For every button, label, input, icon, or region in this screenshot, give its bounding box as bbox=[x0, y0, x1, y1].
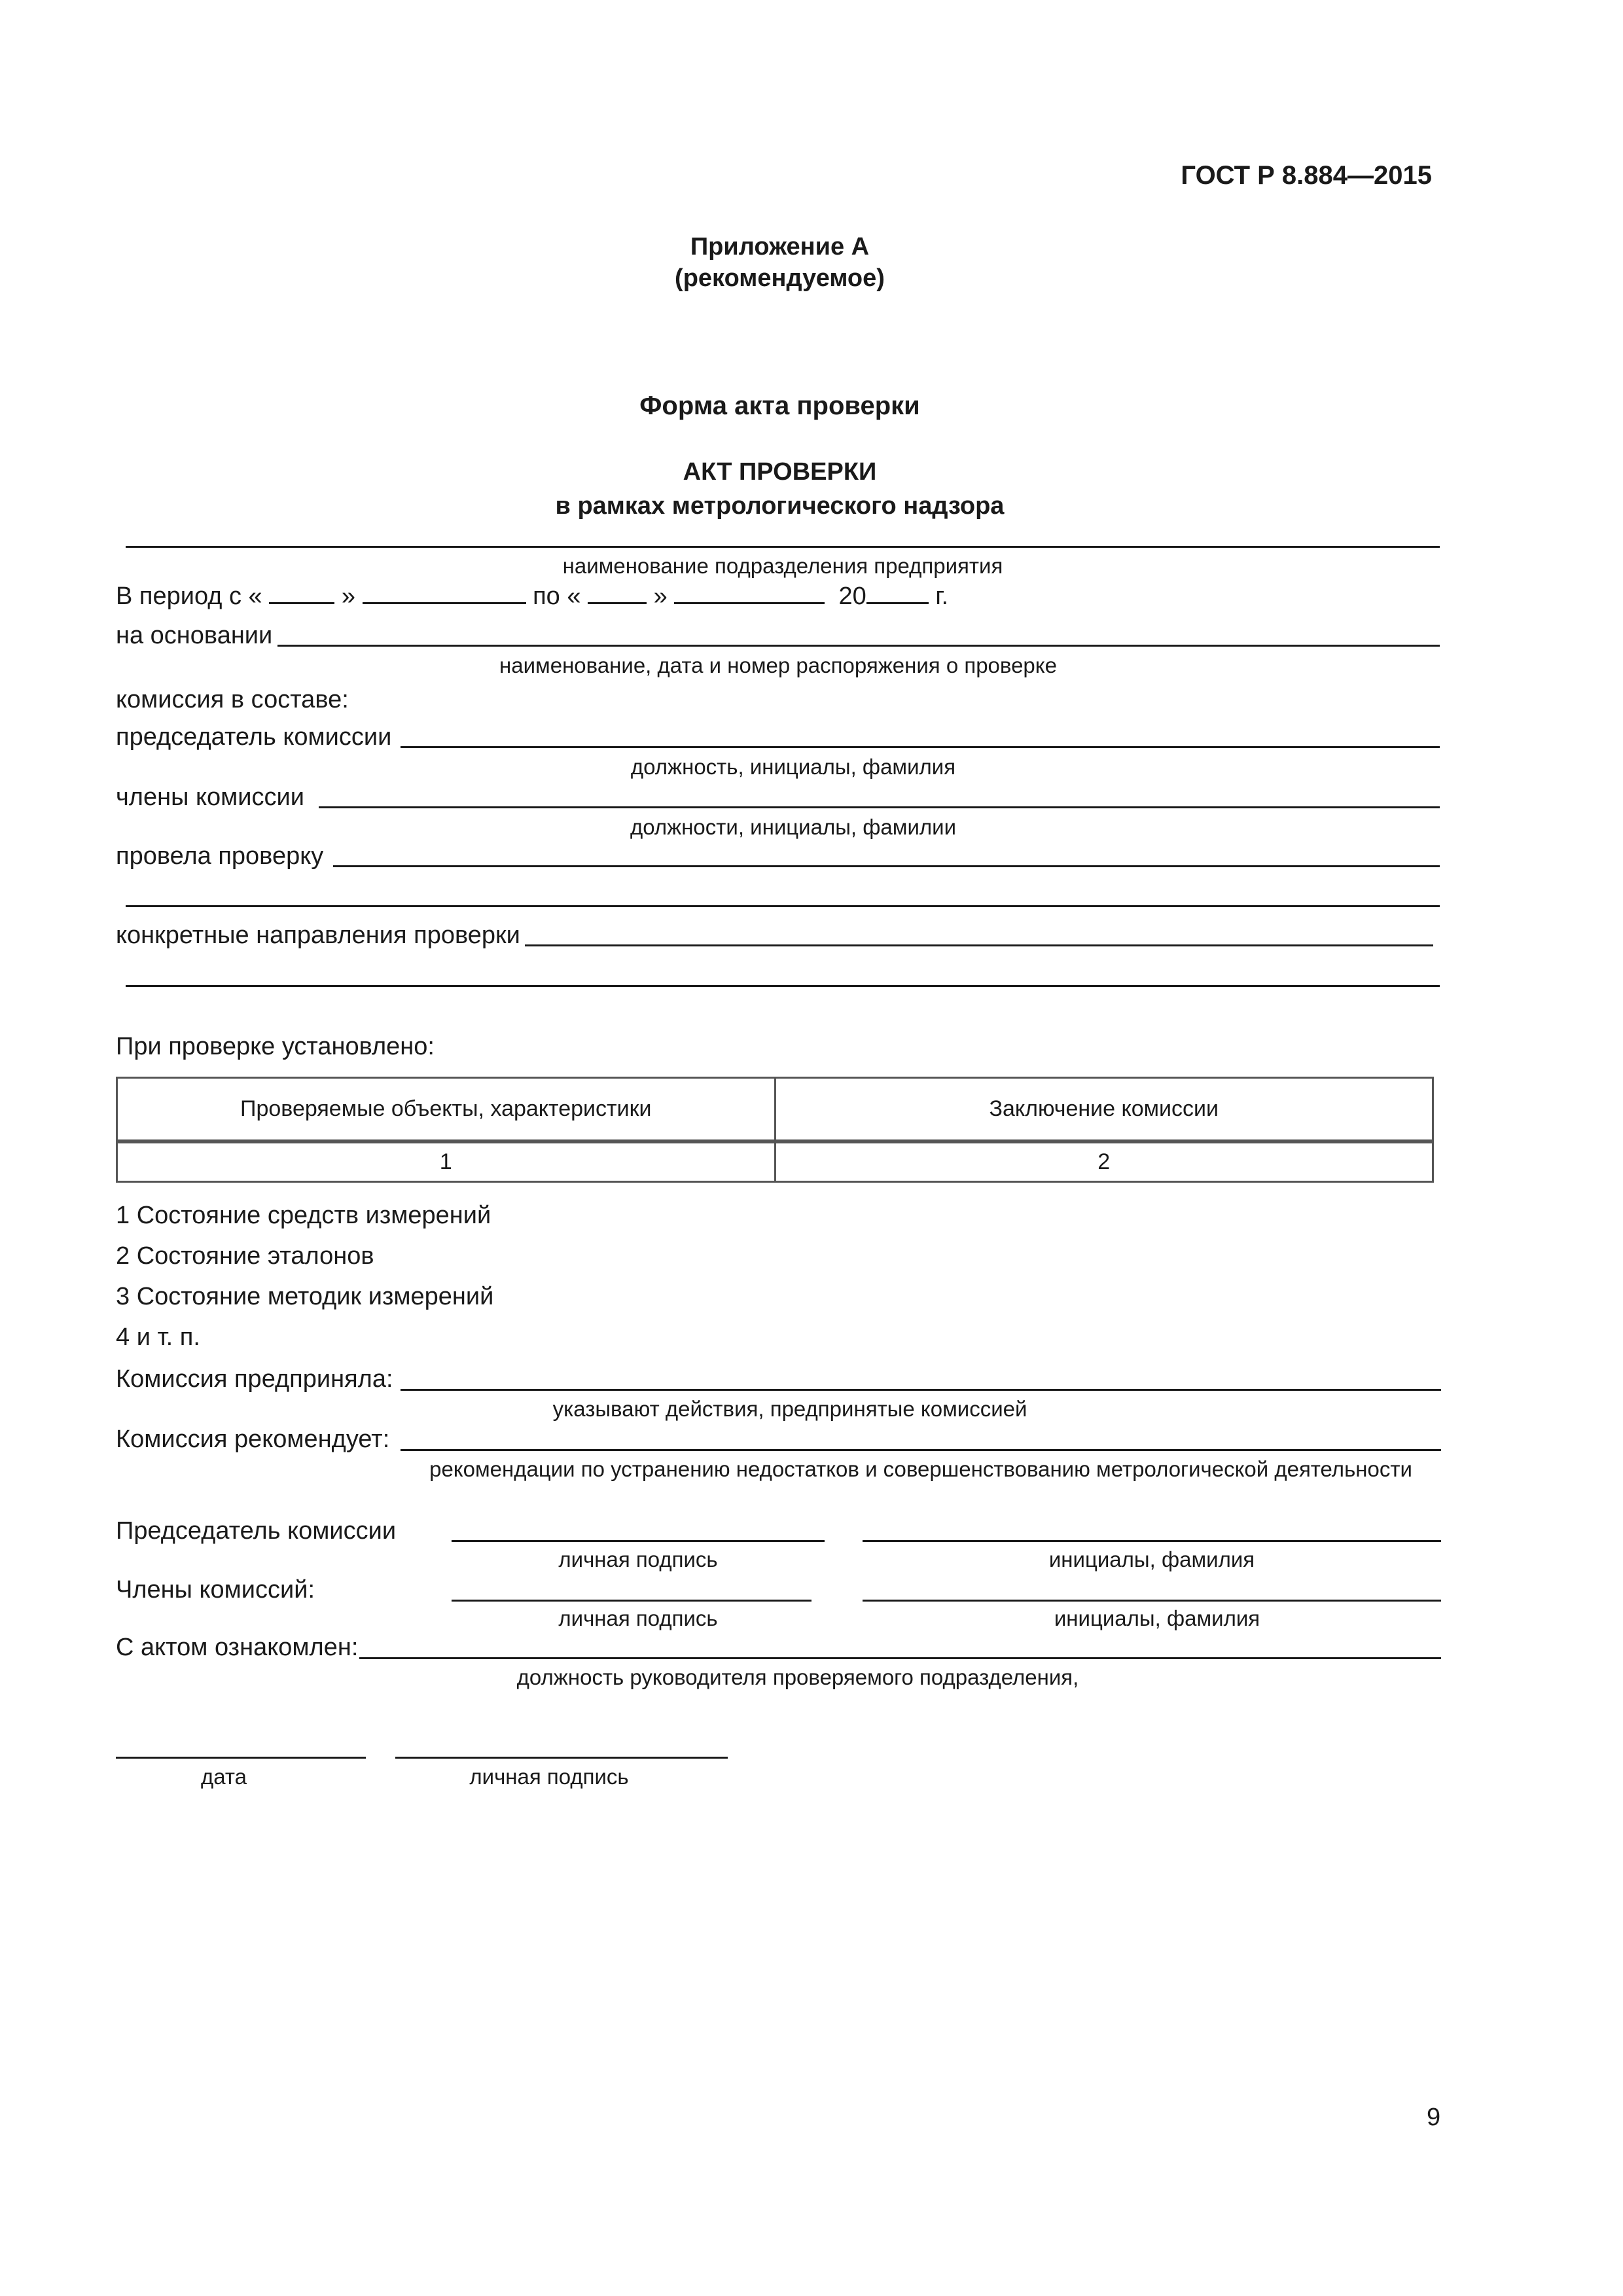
chairman-signature-field[interactable] bbox=[452, 1540, 825, 1542]
department-line[interactable] bbox=[126, 546, 1440, 548]
list-item: 1 Состояние средств измерений bbox=[116, 1202, 491, 1229]
period-line bbox=[116, 583, 948, 611]
appendix-kind: (рекомендуемое) bbox=[675, 264, 885, 292]
table-col-number-1: 1 bbox=[117, 1141, 776, 1182]
sign-members-label: Члены комиссий: bbox=[116, 1576, 315, 1604]
list-item: 3 Состояние методик измерений bbox=[116, 1283, 494, 1310]
directions-field-2[interactable] bbox=[126, 985, 1440, 987]
actions-taken-field[interactable] bbox=[401, 1389, 1441, 1391]
findings-label: При проверке установлено: bbox=[116, 1033, 435, 1060]
period-from-day-field[interactable] bbox=[269, 583, 334, 604]
sign-chairman-label: Председатель комиссии bbox=[116, 1517, 397, 1545]
period-quote-2: » bbox=[653, 583, 668, 610]
chairman-name-caption: инициалы, фамилия bbox=[1048, 1547, 1255, 1571]
period-from-month-field[interactable] bbox=[363, 583, 526, 604]
period-to-month-field[interactable] bbox=[674, 583, 825, 604]
conducted-field-2[interactable] bbox=[126, 905, 1440, 907]
recommends-caption: рекомендации по устранению недостатков и совершенствованию метрологической деятельности bbox=[429, 1457, 1412, 1481]
members-signature-field[interactable] bbox=[452, 1600, 812, 1602]
date-caption: дата bbox=[201, 1765, 247, 1789]
period-to-day-field[interactable] bbox=[588, 583, 647, 604]
period-prefix: В период с « bbox=[116, 583, 262, 610]
table-header-conclusion: Заключение комиссии bbox=[775, 1078, 1433, 1141]
actions-taken-caption: указывают действия, предпринятые комиссией bbox=[552, 1397, 1027, 1421]
members-name-caption: инициалы, фамилия bbox=[1054, 1606, 1260, 1630]
form-title: Форма акта проверки bbox=[639, 391, 920, 420]
date-field[interactable] bbox=[116, 1757, 366, 1759]
list-item: 2 Состояние эталонов bbox=[116, 1242, 374, 1270]
actions-taken-label: Комиссия предприняла: bbox=[116, 1365, 393, 1393]
members-label: члены комиссии bbox=[116, 783, 304, 811]
table-col-number-2: 2 bbox=[775, 1141, 1433, 1182]
chairman-signature-caption: личная подпись bbox=[558, 1547, 718, 1571]
chairman-caption: должность, инициалы, фамилия bbox=[630, 755, 956, 779]
table-header-objects: Проверяемые объекты, характеристики bbox=[117, 1078, 776, 1141]
commission-label: комиссия в составе: bbox=[116, 686, 349, 713]
basis-caption: наименование, дата и номер распоряжения о проверке bbox=[499, 653, 1057, 677]
period-suffix: г. bbox=[935, 583, 949, 610]
chairman-label: председатель комиссии bbox=[116, 723, 392, 751]
directions-label: конкретные направления проверки bbox=[116, 922, 520, 949]
members-signature-caption: личная подпись bbox=[558, 1606, 718, 1630]
period-quote-1: » bbox=[341, 583, 355, 610]
acquainted-caption: должность руководителя проверяемого подразделения, bbox=[516, 1665, 1079, 1689]
findings-table bbox=[116, 1077, 1434, 1183]
basis-field[interactable] bbox=[277, 645, 1440, 647]
period-po: по « bbox=[533, 583, 581, 610]
period-year-field[interactable] bbox=[866, 583, 929, 604]
page-number: 9 bbox=[1427, 2104, 1441, 2131]
act-title: АКТ ПРОВЕРКИ bbox=[683, 458, 877, 486]
conducted-label: провела проверку bbox=[116, 842, 324, 870]
basis-label: на основании bbox=[116, 622, 273, 649]
members-name-field[interactable] bbox=[863, 1600, 1441, 1602]
chairman-name-field[interactable] bbox=[863, 1540, 1441, 1542]
members-caption: должности, инициалы, фамилии bbox=[630, 815, 956, 839]
members-field[interactable] bbox=[319, 806, 1440, 808]
acquainted-label: С актом ознакомлен: bbox=[116, 1634, 359, 1661]
document-code: ГОСТ Р 8.884—2015 bbox=[1181, 161, 1432, 190]
conducted-field[interactable] bbox=[333, 865, 1440, 867]
recommends-field[interactable] bbox=[401, 1449, 1441, 1451]
chairman-field[interactable] bbox=[401, 746, 1440, 748]
period-year-prefix: 20 bbox=[838, 583, 866, 610]
directions-field[interactable] bbox=[525, 944, 1433, 946]
list-item: 4 и т. п. bbox=[116, 1323, 200, 1351]
acquainted-signature-caption: личная подпись bbox=[469, 1765, 629, 1789]
appendix-title: Приложение А bbox=[690, 233, 870, 260]
department-caption: наименование подразделения предприятия bbox=[562, 554, 1003, 578]
act-subtitle: в рамках метрологического надзора bbox=[555, 492, 1005, 520]
acquainted-field[interactable] bbox=[359, 1657, 1441, 1659]
acquainted-signature-field[interactable] bbox=[395, 1757, 728, 1759]
recommends-label: Комиссия рекомендует: bbox=[116, 1426, 390, 1453]
